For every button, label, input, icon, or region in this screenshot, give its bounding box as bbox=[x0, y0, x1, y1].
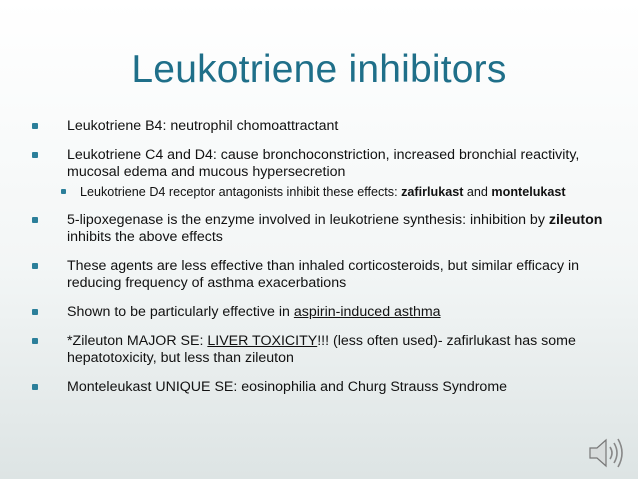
drug-name: montelukast bbox=[491, 185, 566, 199]
bullet-text: !!! (less often used)- zafirlukast has some hepatotoxicity, but less than zileuton bbox=[67, 333, 576, 366]
square-bullet-icon bbox=[32, 384, 38, 390]
square-bullet-icon bbox=[61, 189, 66, 194]
slide-title: Leukotriene inhibitors bbox=[131, 48, 507, 91]
underlined-text: aspirin-induced asthma bbox=[293, 304, 441, 320]
bullet-item bbox=[20, 379, 605, 396]
bullet-text: Leukotriene B4: neutrophil chomoattractant bbox=[67, 118, 339, 134]
bullet-text: and bbox=[463, 185, 492, 199]
bullet-text: Monteleukast UNIQUE SE: eosinophilia and Churg Strauss Syndrome bbox=[67, 379, 508, 395]
bullet-text: inhibits the above effects bbox=[67, 229, 223, 245]
square-bullet-icon bbox=[32, 309, 38, 315]
bullet-item bbox=[20, 258, 605, 292]
bullet-list bbox=[20, 118, 605, 408]
square-bullet-icon bbox=[32, 152, 38, 158]
underlined-text: LIVER TOXICITY bbox=[207, 333, 318, 349]
bullet-text: *Zileuton MAJOR SE: bbox=[67, 333, 208, 349]
sub-bullet-item bbox=[20, 184, 605, 200]
square-bullet-icon bbox=[32, 338, 38, 344]
drug-name: zafirlukast bbox=[401, 185, 464, 199]
bullet-text: Shown to be particularly effective in bbox=[67, 304, 294, 320]
bullet-item bbox=[20, 333, 605, 367]
speaker-icon[interactable] bbox=[586, 435, 626, 471]
drug-name: zileuton bbox=[548, 212, 603, 228]
bullet-text: Leukotriene C4 and D4: cause bronchoconstriction, increased bronchial reactivity, mucosal edema and mucous hypersecretion bbox=[67, 147, 580, 180]
bullet-text: 5-lipoxegenase is the enzyme involved in leukotriene synthesis: inhibition by bbox=[67, 212, 549, 228]
bullet-text: Leukotriene D4 receptor antagonists inhibit these effects: bbox=[80, 185, 402, 199]
bullet-text: These agents are less effective than inhaled corticosteroids, but similar efficacy in reducing frequency of asthma exacerbations bbox=[67, 258, 580, 291]
bullet-item bbox=[20, 118, 605, 135]
square-bullet-icon bbox=[32, 123, 38, 129]
bullet-item bbox=[20, 147, 605, 181]
bullet-item bbox=[20, 304, 605, 321]
square-bullet-icon bbox=[32, 263, 38, 269]
bullet-item bbox=[20, 212, 605, 246]
square-bullet-icon bbox=[32, 217, 38, 223]
